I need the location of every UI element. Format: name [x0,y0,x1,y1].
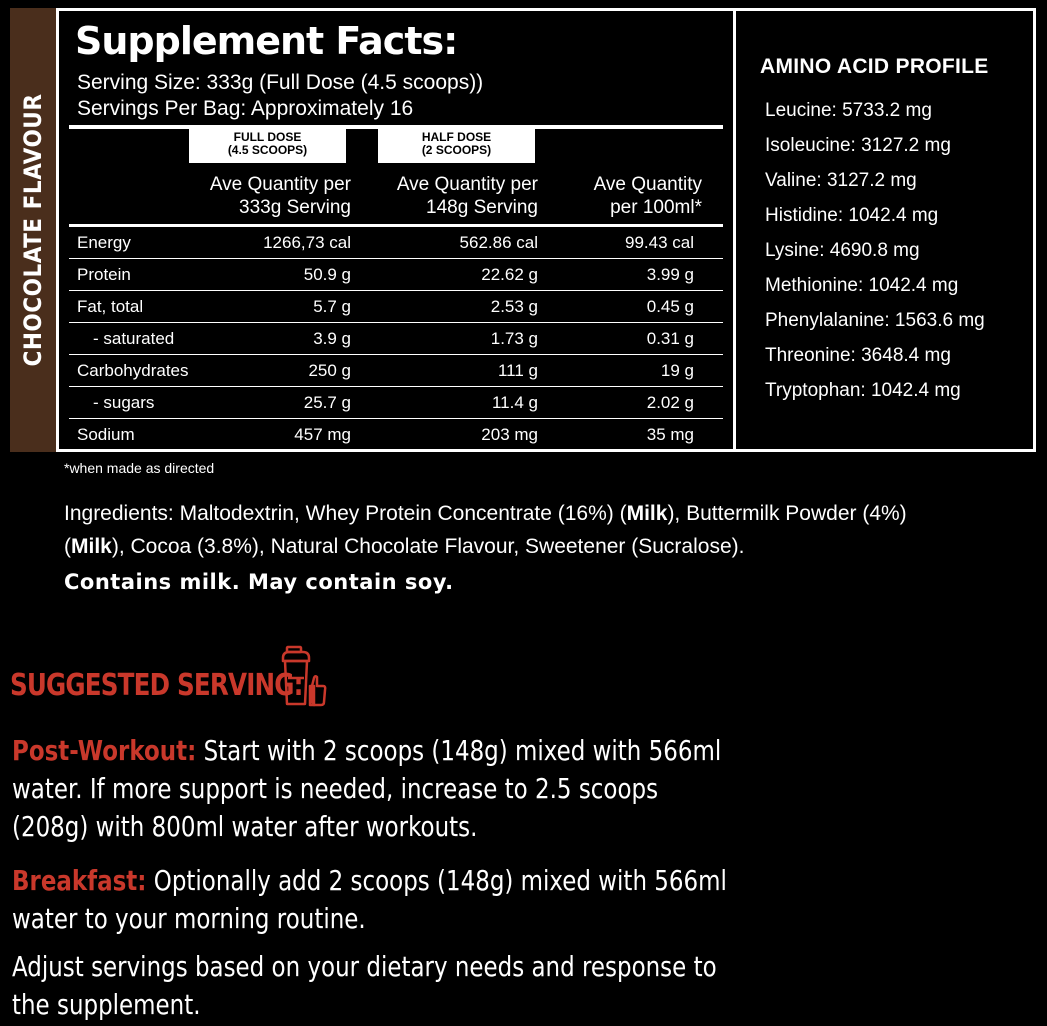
value-full: 5.7 g [313,297,351,316]
value-full: 250 g [308,361,351,380]
flavour-strip [10,8,56,452]
column-header-line: Ave Quantity per [396,174,538,195]
table-row [69,259,723,291]
value-half: 111 g [497,361,538,380]
amino-acid-panel [733,8,1036,452]
half-dose-badge [378,127,535,163]
post-workout-text: Start with 2 scoops (148g) mixed with 566ml water. If more support is needed, increase to 2.5 scoops (208g) with 800ml water after workouts. [12,734,722,843]
value-half: 11.4 g [491,393,538,412]
ingredients-part: Ingredients: Maltodextrin, Whey Protein Concentrate (16%) ( [64,502,627,525]
amino-list [765,97,985,412]
value-full: 1266,73 cal [263,233,351,252]
table-row [69,227,723,259]
value-per100: 0.45 g [646,297,694,316]
value-per100: 99.43 cal [625,233,694,252]
value-per100: 0.31 g [646,329,694,348]
list-item: Isoleucine: 3127.2 mg [765,135,951,156]
allergen-statement: Contains milk. May contain soy. [64,570,454,594]
half-dose-badge-line1: HALF DOSE [421,130,492,144]
allergen-milk: Milk [71,535,112,558]
table-row [69,323,723,355]
value-per100: 35 mg [646,425,694,444]
nutrient-name: Sodium [77,425,135,444]
breakfast-paragraph [12,862,734,938]
column-header-line: 333g Serving [239,197,351,218]
list-item: Leucine: 5733.2 mg [765,100,932,121]
ingredients-text [64,497,964,563]
servings-per-bag: Servings Per Bag: Approximately 16 [77,97,414,120]
amino-title: AMINO ACID PROFILE [760,55,989,78]
serving-size: Serving Size: 333g (Full Dose (4.5 scoops)) [77,71,484,94]
nutrient-name: - sugars [93,393,155,412]
value-half: 2.53 g [490,297,538,316]
allergen-milk: Milk [626,502,668,525]
supplement-facts-panel [56,8,735,452]
nutrient-name: Energy [77,233,131,252]
column-header-half [349,173,538,219]
adjust-paragraph: Adjust servings based on your dietary needs and response to the supplement. [12,950,717,1021]
column-header-line: Ave Quantity [593,174,702,195]
list-item: Methionine: 1042.4 mg [765,275,959,296]
breakfast-text: Optionally add 2 scoops (148g) mixed with 566ml water to your morning routine. [12,864,727,935]
nutrient-name: - saturated [93,329,175,348]
list-item: Lysine: 4690.8 mg [765,240,920,261]
column-header-per100 [539,173,702,219]
post-workout-paragraph [12,732,734,846]
value-half: 1.73 g [490,329,538,348]
value-per100: 19 g [660,361,694,380]
table-row [69,387,723,419]
ingredients-part: ), Buttermilk Powder (4%) ( [64,502,907,558]
full-dose-badge [189,127,346,163]
column-header-line: per 100ml* [610,197,702,218]
nutrient-name: Protein [77,265,131,284]
nutrient-name: Carbohydrates [77,361,189,380]
post-workout-label: Post-Workout: [12,734,197,767]
list-item: Phenylalanine: 1563.6 mg [765,310,985,331]
value-half: 203 mg [481,425,538,444]
value-half: 22.62 g [481,265,538,284]
half-dose-badge-line2: (2 SCOOPS) [421,143,492,157]
value-per100: 2.02 g [646,393,694,412]
nutrient-name: Fat, total [77,297,144,316]
ingredients-part: ), Cocoa (3.8%), Natural Chocolate Flavour, Sweetener (Sucralose). [111,535,745,558]
flavour-label: CHOCOLATE FLAVOUR [19,93,47,367]
column-header-full [159,173,351,219]
column-header-line: Ave Quantity per [209,174,351,195]
column-header-line: 148g Serving [426,197,538,218]
table-row [69,419,723,451]
full-dose-badge-line2: (4.5 SCOOPS) [227,143,308,157]
list-item: Threonine: 3648.4 mg [765,345,951,366]
value-half: 562.86 cal [459,233,538,252]
table-row [69,355,723,387]
list-item: Valine: 3127.2 mg [765,170,917,191]
list-item: Histidine: 1042.4 mg [765,205,939,226]
value-full: 50.9 g [303,265,351,284]
facts-title: Supplement Facts: [75,19,458,63]
value-full: 457 mg [294,425,351,444]
table-row [69,291,723,323]
value-full: 3.9 g [313,329,351,348]
shaker-thumbs-up-icon [281,644,333,708]
suggested-serving-heading: SUGGESTED SERVING: [10,668,303,703]
full-dose-badge-line1: FULL DOSE [233,130,302,144]
value-full: 25.7 g [303,393,351,412]
breakfast-label: Breakfast: [12,864,147,897]
value-per100: 3.99 g [646,265,694,284]
list-item: Tryptophan: 1042.4 mg [765,380,961,401]
footnote: *when made as directed [64,460,215,476]
